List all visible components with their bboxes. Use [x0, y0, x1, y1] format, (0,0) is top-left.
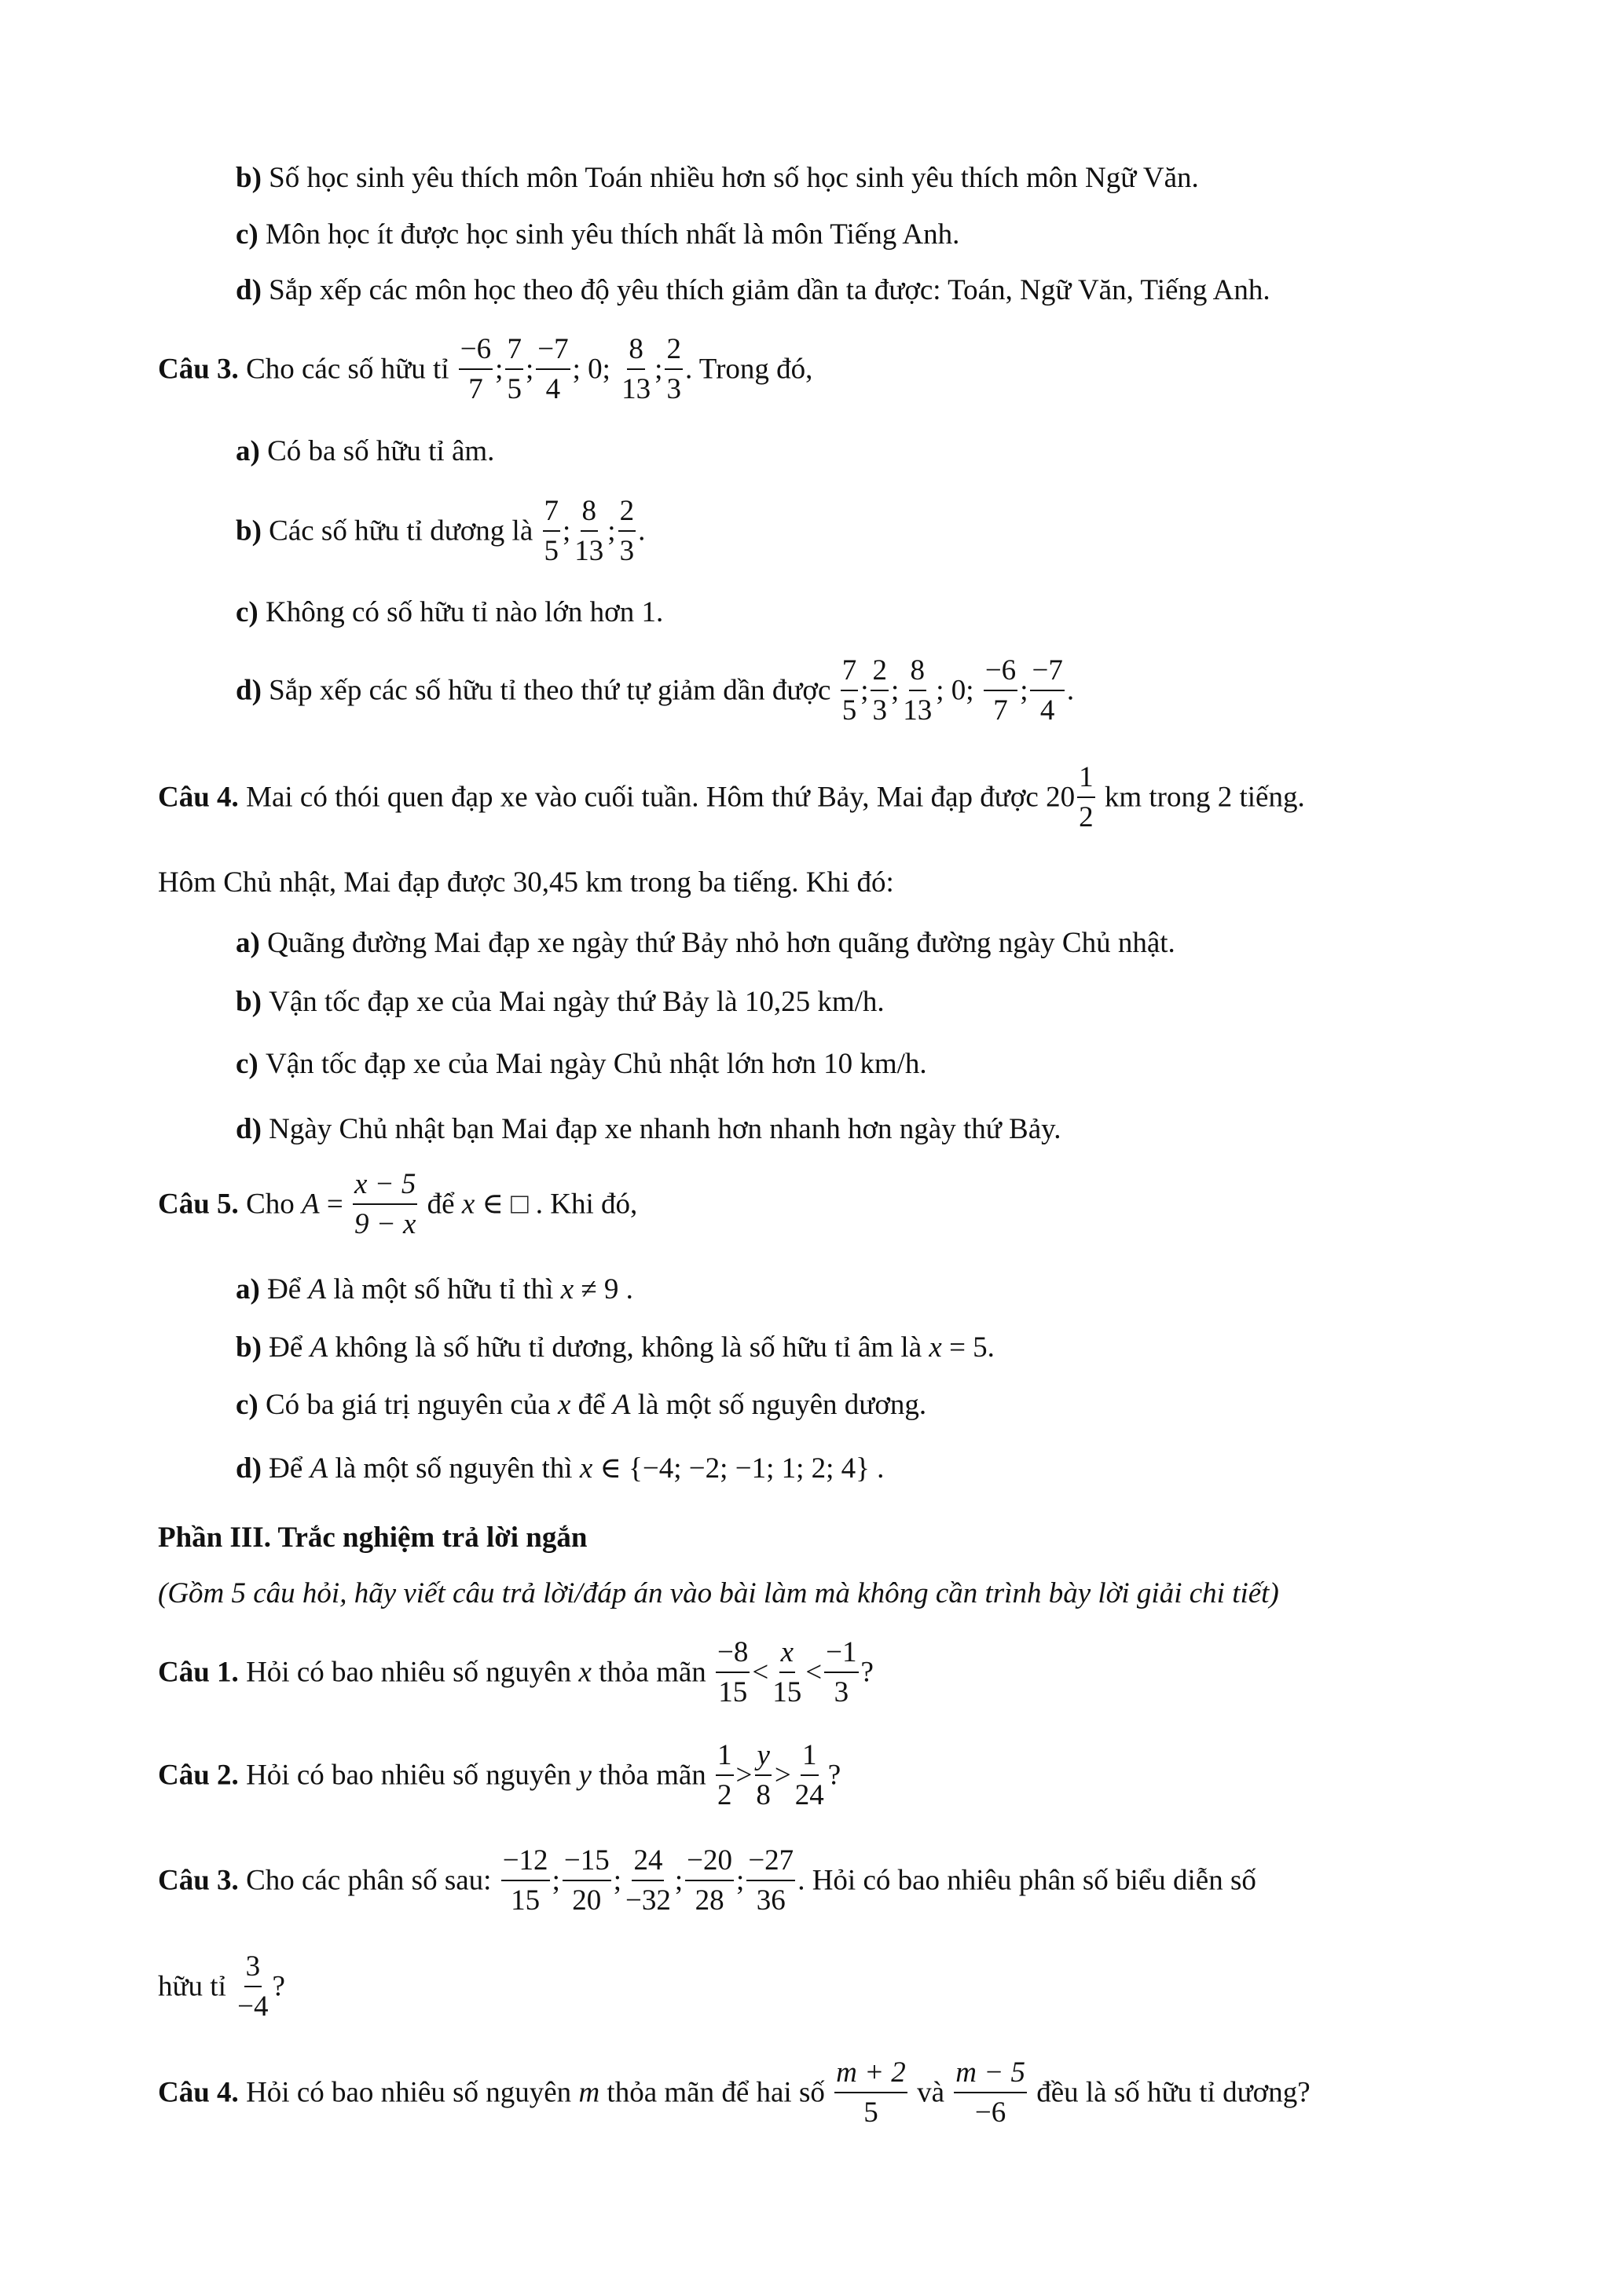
text-run: Vận tốc đạp xe của Mai ngày Chủ nhật lớn hơn 10 km/h. — [266, 1048, 927, 1081]
math-variable: A — [612, 1389, 631, 1422]
fraction — [1077, 763, 1095, 832]
numerator: 1 — [716, 1741, 734, 1776]
numerator: 7 — [505, 335, 523, 370]
fraction — [824, 1638, 858, 1707]
document-line — [236, 1388, 927, 1422]
document-line — [158, 1576, 1279, 1608]
item-label: a) — [236, 927, 268, 960]
item-label: Câu 5. — [158, 1188, 247, 1221]
denominator: −32 — [625, 1884, 671, 1917]
text-run: thỏa mãn — [591, 1656, 714, 1689]
numerator: −20 — [685, 1846, 734, 1881]
text-run: ; — [613, 1864, 621, 1897]
denominator: 9 − x — [354, 1208, 416, 1240]
numerator: −6 — [984, 656, 1017, 691]
fraction — [871, 656, 889, 725]
document-line — [236, 1452, 884, 1483]
text-run: ; — [525, 353, 534, 386]
item-label: b) — [236, 1331, 269, 1364]
text-run: Để — [269, 1331, 310, 1364]
text-run: ; — [890, 674, 900, 707]
text-run: ; — [552, 1864, 560, 1897]
item-label: c) — [236, 1389, 266, 1422]
text-run: ; — [860, 674, 869, 707]
text-run: Ngày Chủ nhật bạn Mai đạp xe nhanh hơn nhanh hơn ngày thứ Bảy. — [269, 1113, 1061, 1146]
denominator: 15 — [511, 1884, 541, 1917]
math-variable: x — [578, 1656, 592, 1689]
text-run: là một số nguyên dương. — [630, 1389, 927, 1422]
denominator: −4 — [237, 1990, 269, 2023]
numerator: 24 — [632, 1846, 664, 1881]
document-line — [158, 2058, 1311, 2127]
document-line — [236, 595, 663, 627]
item-label: d) — [236, 674, 269, 707]
text-run: Không có số hữu tỉ nào lớn hơn 1. — [266, 596, 664, 629]
fraction — [685, 1846, 734, 1915]
numerator: −7 — [536, 335, 570, 370]
text-run: ; — [607, 514, 616, 547]
denominator: 8 — [756, 1779, 771, 1811]
item-label: d) — [236, 1113, 269, 1146]
text-run: Hỏi có bao nhiêu số nguyên — [246, 1759, 579, 1792]
numerator: 8 — [581, 496, 599, 532]
denominator: 20 — [572, 1884, 602, 1917]
text-run: . Hỏi có bao nhiêu phân số biểu diễn số — [797, 1864, 1256, 1897]
numerator: 1 — [801, 1741, 819, 1776]
text-run: km trong 2 tiếng. — [1097, 781, 1305, 814]
fraction — [236, 1952, 269, 2021]
math-variable: x — [929, 1331, 942, 1364]
denominator: 5 — [544, 535, 559, 567]
denominator: 7 — [468, 373, 483, 405]
text-run: Sắp xếp các môn học theo độ yêu thích giảm dần ta được: Toán, Ngữ Văn, Tiếng Anh. — [269, 274, 1270, 307]
text-run: > — [774, 1759, 791, 1792]
fraction — [841, 656, 859, 725]
item-label: Câu 1. — [158, 1656, 247, 1689]
denominator: 4 — [1039, 694, 1055, 727]
item-label: Câu 3. — [158, 1864, 247, 1897]
fraction — [665, 335, 683, 404]
text-run: Cho các phân số sau: — [246, 1864, 499, 1897]
document-line — [158, 1521, 587, 1552]
numerator: −6 — [459, 335, 493, 370]
item-label: a) — [236, 435, 268, 468]
numerator: 7 — [841, 656, 859, 691]
text-run: ∈ {−4; −2; −1; 1; 2; 4} . — [592, 1452, 885, 1485]
document-line — [158, 1170, 637, 1239]
fraction — [1030, 656, 1064, 725]
document-line — [236, 273, 1270, 305]
numerator: −8 — [716, 1638, 750, 1673]
numerator: x — [779, 1638, 795, 1673]
text-run: Có ba giá trị nguyên của — [266, 1389, 558, 1422]
item-label: Câu 4. — [158, 781, 247, 814]
math-variable: x — [579, 1452, 593, 1485]
document-line — [236, 1273, 633, 1304]
fraction — [505, 335, 523, 404]
document-line — [158, 763, 1305, 832]
denominator: 13 — [621, 373, 651, 405]
text-run: không là số hữu tỉ dương, không là số hữu tỉ âm là — [328, 1331, 929, 1364]
fraction — [984, 656, 1017, 725]
math-variable: m — [578, 2076, 600, 2109]
text-run: ? — [827, 1759, 841, 1792]
denominator: 7 — [993, 694, 1008, 727]
item-label: c) — [236, 218, 266, 251]
text-run: Có ba số hữu tỉ âm. — [267, 435, 495, 468]
text-run: ; 0; — [572, 353, 618, 386]
fraction — [901, 656, 933, 725]
math-variable: A — [308, 1273, 327, 1306]
math-variable: (Gồm 5 câu hỏi, hãy viết câu trả lời/đáp án vào bài làm mà không cần trình bày lời giải chi tiết) — [158, 1577, 1279, 1610]
math-variable: A — [302, 1188, 320, 1221]
fraction — [501, 1846, 550, 1915]
numerator: 2 — [665, 335, 683, 370]
text-run: Số học sinh yêu thích môn Toán nhiều hơn số học sinh yêu thích môn Ngữ Văn. — [269, 162, 1199, 195]
text-run: Hỏi có bao nhiêu số nguyên — [246, 2076, 579, 2109]
math-variable: x — [557, 1389, 571, 1422]
document-line — [236, 161, 1199, 195]
fraction — [618, 496, 636, 566]
fraction — [459, 335, 493, 404]
text-run: ∈ □ . Khi đó, — [475, 1188, 638, 1221]
denominator: 28 — [695, 1884, 724, 1917]
denominator: 24 — [794, 1779, 824, 1811]
numerator: 1 — [1077, 763, 1095, 798]
document-line — [158, 1846, 1256, 1915]
numerator: −27 — [746, 1846, 795, 1881]
text-run: thỏa mãn để hai số — [599, 2076, 833, 2109]
fraction — [624, 1846, 673, 1915]
numerator: −15 — [563, 1846, 611, 1881]
denominator: 5 — [507, 373, 522, 405]
fraction — [543, 496, 561, 566]
text-run: Môn học ít được học sinh yêu thích nhất là môn Tiếng Anh. — [266, 218, 960, 251]
denominator: 4 — [545, 373, 561, 405]
document-line — [236, 1331, 995, 1362]
numerator: −12 — [501, 1846, 550, 1881]
math-variable: A — [310, 1331, 328, 1364]
item-label: c) — [236, 1048, 266, 1081]
denominator: 36 — [756, 1884, 786, 1917]
document-line — [158, 1952, 285, 2021]
denominator: 5 — [841, 694, 857, 727]
item-label: a) — [236, 1273, 268, 1306]
denominator: 3 — [872, 694, 887, 727]
numerator: 2 — [618, 496, 636, 532]
document-line — [158, 866, 894, 897]
fraction — [573, 496, 605, 566]
text-run: ; — [495, 353, 504, 386]
document-line — [236, 926, 1175, 958]
denominator: 2 — [717, 1779, 732, 1811]
numerator: 8 — [909, 656, 927, 691]
text-run: để — [570, 1389, 613, 1422]
text-run: Vận tốc đạp xe của Mai ngày thứ Bảy là 10,25 km/h. — [269, 986, 885, 1019]
text-run: ; — [674, 1864, 684, 1897]
denominator: 3 — [834, 1676, 849, 1708]
fraction — [716, 1741, 734, 1810]
denominator: −6 — [974, 2096, 1006, 2129]
fraction — [754, 1741, 772, 1810]
text-run: . — [638, 514, 646, 547]
numerator: x − 5 — [353, 1170, 417, 1205]
numerator: 3 — [244, 1952, 262, 1987]
text-run: ; — [736, 1864, 745, 1897]
text-run: > — [735, 1759, 753, 1792]
text-run: ; — [563, 514, 571, 547]
numerator: −7 — [1030, 656, 1064, 691]
text-run: Sắp xếp các số hữu tỉ theo thứ tự giảm dần được — [269, 674, 838, 707]
fraction — [620, 335, 652, 404]
denominator: 15 — [772, 1676, 802, 1708]
numerator: 2 — [871, 656, 889, 691]
text-run: là một số nguyên thì — [328, 1452, 580, 1485]
item-label: b) — [236, 514, 269, 547]
math-variable: x — [560, 1273, 574, 1306]
document-line — [236, 496, 645, 566]
numerator: y — [755, 1741, 771, 1776]
text-run: thỏa mãn — [591, 1759, 714, 1792]
text-run: Mai có thói quen đạp xe vào cuối tuần. Hôm thứ Bảy, Mai đạp được 20 — [246, 781, 1076, 814]
denominator: 3 — [666, 373, 681, 405]
item-label: Phần III. Trắc nghiệm trả lời ngắn — [158, 1522, 588, 1554]
fraction — [794, 1741, 826, 1810]
text-run: < — [805, 1656, 823, 1689]
text-run: . — [1066, 674, 1075, 707]
fraction — [954, 2058, 1027, 2127]
item-label: Câu 4. — [158, 2076, 247, 2109]
text-run: là một số hữu tỉ thì — [326, 1273, 561, 1306]
item-label: d) — [236, 274, 269, 307]
text-run: . Trong đó, — [684, 353, 813, 386]
fraction — [353, 1170, 417, 1239]
fraction — [834, 2058, 907, 2127]
document-line — [236, 1047, 927, 1081]
text-run: ? — [272, 1970, 285, 2003]
math-variable: x — [461, 1188, 475, 1221]
math-variable: A — [310, 1452, 328, 1485]
document-line — [236, 1112, 1061, 1144]
document-line — [158, 1638, 874, 1707]
denominator: 13 — [574, 535, 604, 567]
fraction — [716, 1638, 750, 1707]
document-line — [236, 218, 959, 249]
document-line — [158, 1741, 841, 1810]
denominator: 2 — [1079, 801, 1094, 833]
text-run: ? — [860, 1656, 874, 1689]
numerator: m + 2 — [834, 2058, 907, 2093]
text-run: Cho các số hữu tỉ — [246, 353, 456, 386]
numerator: m − 5 — [954, 2058, 1027, 2093]
fraction — [746, 1846, 795, 1915]
text-run: Để — [267, 1273, 309, 1306]
numerator: 8 — [627, 335, 645, 370]
text-run: và — [909, 2076, 952, 2109]
text-run: ; — [1020, 674, 1028, 707]
document-line — [158, 335, 812, 404]
text-run: ≠ 9 . — [574, 1273, 633, 1306]
item-label: d) — [236, 1452, 269, 1485]
item-label: b) — [236, 162, 269, 195]
denominator: 15 — [718, 1676, 748, 1708]
item-label: c) — [236, 596, 266, 629]
fraction — [563, 1846, 611, 1915]
text-run: Hôm Chủ nhật, Mai đạp được 30,45 km trong ba tiếng. Khi đó: — [158, 866, 894, 899]
document-line — [236, 985, 885, 1019]
denominator: 13 — [903, 694, 933, 727]
item-label: b) — [236, 986, 269, 1019]
text-run: < — [752, 1656, 769, 1689]
denominator: 5 — [863, 2096, 878, 2129]
text-run: = — [319, 1188, 350, 1221]
document-line — [236, 434, 494, 466]
fraction — [771, 1638, 803, 1707]
numerator: 7 — [543, 496, 561, 532]
text-run: Cho — [246, 1188, 302, 1221]
text-run: đều là số hữu tỉ dương? — [1028, 2076, 1311, 2109]
text-run: = 5. — [941, 1331, 995, 1364]
text-run: ; 0; — [936, 674, 981, 707]
denominator: 3 — [619, 535, 635, 567]
numerator: −1 — [824, 1638, 858, 1673]
math-variable: y — [578, 1759, 592, 1792]
document-line — [236, 656, 1074, 725]
text-run: Để — [269, 1452, 310, 1485]
text-run: Quãng đường Mai đạp xe ngày thứ Bảy nhỏ hơn quãng đường ngày Chủ nhật. — [267, 927, 1175, 960]
text-run: hữu tỉ — [158, 1970, 234, 2003]
fraction — [536, 335, 570, 404]
text-run: Hỏi có bao nhiêu số nguyên — [246, 1656, 579, 1689]
text-run: Các số hữu tỉ dương là — [269, 514, 541, 547]
text-run: ; — [654, 353, 663, 386]
item-label: Câu 3. — [158, 353, 247, 386]
text-run: để — [420, 1188, 462, 1221]
item-label: Câu 2. — [158, 1759, 247, 1792]
